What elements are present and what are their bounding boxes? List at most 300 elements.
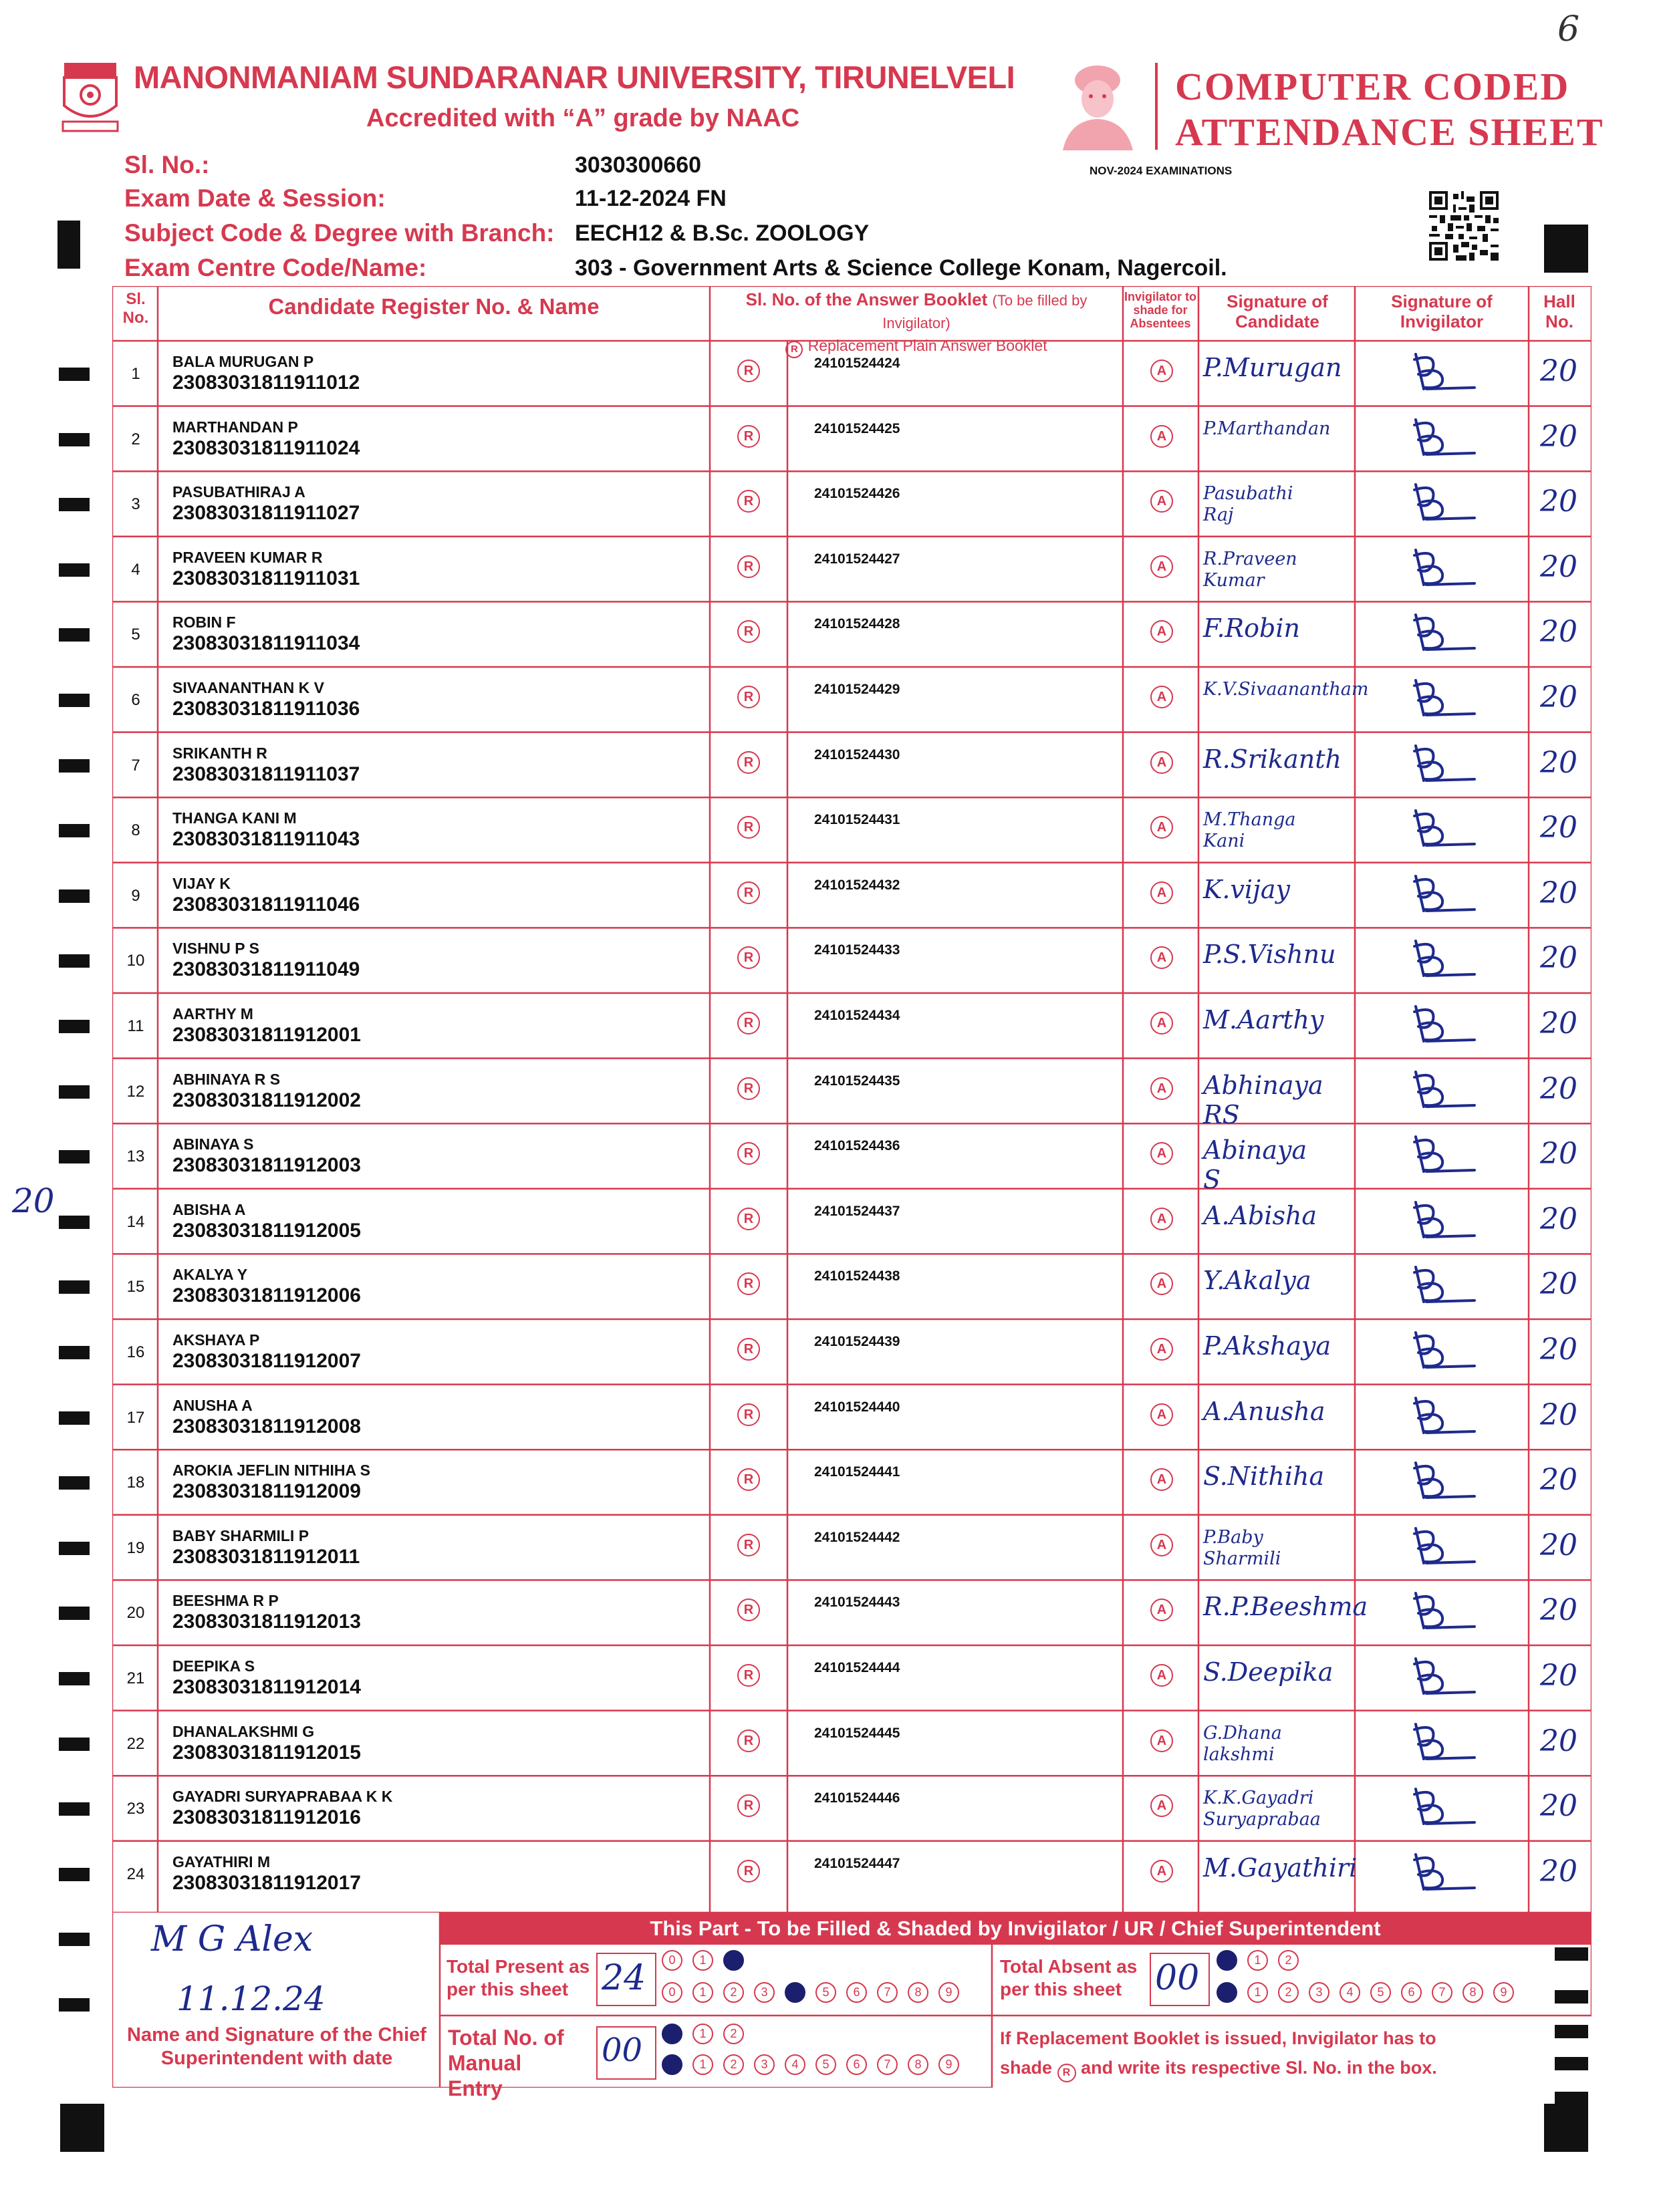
candidate-signature: Abhinaya RS (1203, 1070, 1323, 1129)
candidate-signature: S.Deepika (1203, 1657, 1333, 1687)
replacement-shade-bubble[interactable]: R (737, 816, 760, 839)
chief-signature: M G Alex (151, 1919, 313, 1959)
booklet-number: 24101524447 (814, 1855, 900, 1871)
corner-timing-block (1544, 2104, 1588, 2152)
digit-bubble[interactable]: 1 (1247, 1982, 1268, 2003)
replacement-note-line2 (1000, 2053, 1437, 2082)
candidate-name: ANUSHA A (172, 1396, 253, 1414)
candidate-name: PASUBATHIRAJ A (172, 483, 305, 501)
accreditation-text: Accredited with “A” grade by NAAC (366, 104, 800, 132)
digit-bubble[interactable]: 9 (938, 2054, 959, 2075)
digit-bubble[interactable]: 9 (938, 1982, 959, 2003)
hall-number: 20 (1540, 1006, 1577, 1041)
hall-number: 20 (1540, 419, 1577, 454)
invigilator-signature (1396, 869, 1489, 923)
replacement-shade-bubble[interactable]: R (737, 1664, 760, 1687)
hall-number: 20 (1540, 941, 1577, 976)
row-number: 10 (126, 952, 145, 970)
register-number: 23083031811911024 (172, 436, 360, 459)
invigilator-signature (1396, 1586, 1489, 1640)
hall-number: 20 (1540, 811, 1577, 845)
total-absent-label (1000, 1955, 1147, 2001)
total-present-value: 24 (602, 1958, 646, 1998)
replacement-shade-bubble[interactable]: R (737, 1012, 760, 1034)
absent-shade-bubble[interactable]: A (1150, 1599, 1173, 1621)
row-number: 12 (126, 1082, 145, 1101)
digit-bubble[interactable]: 0 (662, 1950, 682, 1971)
hall-number: 20 (1540, 1267, 1577, 1302)
register-number: 23083031811912009 (172, 1480, 361, 1503)
candidate-name: GAYADRI SURYAPRABAA K K (172, 1788, 393, 1806)
timing-mark (59, 1411, 90, 1425)
replacement-note-rest: and write its respective Sl. No. in the box. (1081, 2058, 1437, 2078)
digit-bubble[interactable]: 6 (846, 2054, 867, 2075)
absent-shade-bubble[interactable]: A (1150, 1534, 1173, 1556)
digit-bubble[interactable]: 5 (1370, 1982, 1391, 2003)
register-number: 23083031811912003 (172, 1154, 361, 1177)
timing-mark (59, 1998, 90, 2012)
timing-mark (59, 1738, 90, 1751)
row-number: 16 (126, 1343, 145, 1361)
register-number: 23083031811911027 (172, 502, 360, 525)
hall-number: 20 (1540, 354, 1577, 388)
row-number: 19 (126, 1538, 145, 1557)
replacement-shade-bubble[interactable]: R (737, 360, 760, 382)
invigilator-signature (1396, 1456, 1489, 1510)
university-title: MANONMANIAM SUNDARANAR UNIVERSITY, TIRUNELVELI (134, 59, 1015, 95)
candidate-name: ABHINAYA R S (172, 1070, 281, 1088)
timing-mark (59, 954, 90, 968)
candidate-signature: P.Akshaya (1203, 1331, 1331, 1361)
absent-shade-bubble[interactable]: A (1150, 1468, 1173, 1491)
register-number: 23083031811912001 (172, 1024, 361, 1046)
absent-shade-bubble[interactable]: A (1150, 425, 1173, 448)
timing-mark (59, 759, 90, 773)
invigilator-signature (1396, 1391, 1489, 1445)
candidate-name: THANGA KANI M (172, 809, 297, 827)
row-number: 2 (131, 430, 140, 448)
manual-entry-value: 00 (602, 2032, 643, 2069)
digit-bubble[interactable]: 1 (692, 1950, 713, 1971)
replacement-shade-bubble[interactable]: R (737, 881, 760, 904)
register-number: 23083031811911036 (172, 698, 360, 720)
candidate-signature: G.Dhana lakshmi (1203, 1722, 1282, 1765)
header-sl-no: Sl. No. (122, 290, 149, 327)
centre-value: 303 - Government Arts & Science College Konam, Nagercoil. (575, 255, 1227, 281)
candidate-signature: K.K.Gayadri Suryaprabaa (1203, 1788, 1321, 1830)
digit-bubble[interactable]: 9 (1493, 1982, 1514, 2003)
invigilator-signature (1396, 739, 1489, 793)
absent-shade-bubble[interactable]: A (1150, 1208, 1173, 1230)
timing-mark (1555, 2092, 1588, 2105)
digit-bubble[interactable]: 2 (1278, 1950, 1299, 1971)
candidate-name: MARTHANDAN P (172, 418, 298, 436)
candidate-name: SRIKANTH R (172, 744, 267, 762)
timing-mark (59, 368, 90, 381)
row-number: 1 (131, 365, 140, 383)
qr-code-icon (1429, 191, 1499, 261)
absent-shade-bubble[interactable]: A (1150, 686, 1173, 708)
replacement-shade-bubble[interactable]: R (737, 1534, 760, 1556)
invigilator-signature (1396, 934, 1489, 988)
booklet-number: 24101524443 (814, 1595, 900, 1611)
sheet-title (1175, 64, 1604, 155)
digit-bubble[interactable]: 2 (1278, 1982, 1299, 2003)
booklet-number: 24101524445 (814, 1725, 900, 1741)
booklet-number: 24101524431 (814, 812, 900, 828)
hall-number: 20 (1540, 615, 1577, 650)
hall-number: 20 (1540, 1854, 1577, 1889)
exam-date-value: 11-12-2024 FN (575, 186, 727, 211)
header-booklet-main: Sl. No. of the Answer Booklet (745, 289, 988, 309)
hall-number: 20 (1540, 1137, 1577, 1171)
replacement-shade-bubble[interactable]: R (737, 1599, 760, 1621)
corner-timing-block (1544, 225, 1588, 273)
register-number: 23083031811911037 (172, 763, 360, 785)
booklet-number: 24101524442 (814, 1529, 900, 1545)
candidate-signature: A.Abisha (1203, 1200, 1317, 1230)
booklet-number: 24101524434 (814, 1008, 900, 1023)
row-number: 3 (131, 495, 140, 514)
replacement-shade-bubble[interactable]: R (737, 1208, 760, 1230)
digit-bubble[interactable]: 3 (754, 2054, 775, 2075)
replacement-shade-bubble[interactable]: R (737, 1860, 760, 1883)
digit-bubble[interactable]: 0 (662, 2054, 682, 2075)
hall-number: 20 (1540, 1789, 1577, 1824)
booklet-number: 24101524440 (814, 1399, 900, 1415)
candidate-name: ABINAYA S (172, 1135, 254, 1153)
replacement-shade-bubble[interactable]: R (737, 1142, 760, 1165)
hall-number: 20 (1540, 1463, 1577, 1498)
candidate-name: BALA MURUGAN P (172, 353, 314, 370)
digit-bubble[interactable]: 0 (662, 1982, 682, 2003)
candidate-signature: M.Thanga Kani (1203, 809, 1296, 852)
replacement-note-shade: shade (1000, 2058, 1053, 2078)
digit-bubble[interactable]: 2 (723, 1982, 744, 2003)
booklet-number: 24101524427 (814, 551, 900, 567)
register-number: 23083031811911043 (172, 828, 360, 851)
digit-bubble[interactable]: 3 (754, 1982, 775, 2003)
candidate-name: ROBIN F (172, 613, 236, 632)
digit-bubble[interactable]: 1 (692, 2054, 713, 2075)
register-number: 23083031811912014 (172, 1676, 361, 1698)
candidate-signature: P.Marthandan (1203, 418, 1331, 439)
timing-mark (59, 563, 90, 577)
digit-bubble[interactable]: 1 (692, 1982, 713, 2003)
invigilator-signature (1396, 348, 1489, 401)
replacement-shade-bubble[interactable]: R (737, 1730, 760, 1752)
absent-shade-bubble[interactable]: A (1150, 1730, 1173, 1752)
candidate-signature: Pasubathi Raj (1203, 483, 1293, 526)
register-number: 23083031811912007 (172, 1350, 361, 1372)
subject-value: EECH12 & B.Sc. ZOOLOGY (575, 221, 870, 246)
invigilator-signature (1396, 1782, 1489, 1836)
candidate-name: AKSHAYA P (172, 1331, 260, 1349)
total-present-label-text: Total Present as per this sheet (447, 1956, 590, 1999)
timing-mark (59, 889, 90, 903)
absent-shade-bubble[interactable]: A (1150, 1142, 1173, 1165)
digit-bubble[interactable]: 4 (785, 2054, 805, 2075)
replacement-note (1000, 2024, 1437, 2082)
timing-mark (59, 628, 90, 642)
candidate-name: VISHNU P S (172, 940, 259, 958)
footer-banner-text: This Part - To be Filled & Shaded by Invigilator / UR / Chief Superintendent (650, 1917, 1381, 1940)
replacement-shade-bubble[interactable]: R (737, 1468, 760, 1491)
invigilator-signature (1396, 1065, 1489, 1119)
digit-bubble[interactable]: 4 (785, 1982, 805, 2003)
candidate-signature: R.P.Beeshma (1203, 1592, 1368, 1622)
hall-number: 20 (1540, 1723, 1577, 1758)
absent-shade-bubble[interactable]: A (1150, 946, 1173, 969)
replacement-shade-bubble[interactable]: R (737, 490, 760, 513)
row-number: 6 (131, 691, 140, 709)
replacement-shade-bubble[interactable]: R (737, 1794, 760, 1817)
candidate-name: ABISHA A (172, 1200, 246, 1218)
absent-shade-bubble[interactable]: A (1150, 1664, 1173, 1687)
timing-mark (59, 1150, 90, 1163)
manual-entry-label-text: Total No. of Manual Entry (448, 2026, 564, 2100)
candidate-signature: K.V.Sivaanantham (1203, 679, 1369, 700)
register-number: 23083031811912002 (172, 1089, 361, 1111)
register-number: 23083031811912011 (172, 1545, 360, 1568)
digit-bubble[interactable]: 8 (1462, 1982, 1483, 2003)
row-number: 17 (126, 1408, 145, 1427)
row-number: 13 (126, 1147, 145, 1166)
timing-mark (59, 433, 90, 446)
replacement-shade-bubble[interactable]: R (737, 946, 760, 969)
row-number: 11 (127, 1017, 144, 1035)
timing-mark (59, 1476, 90, 1490)
candidate-name: VIJAY K (172, 874, 231, 892)
register-number: 23083031811912006 (172, 1284, 361, 1307)
page-corner-number: 6 (1557, 9, 1580, 49)
register-number: 23083031811911049 (172, 958, 360, 981)
replacement-symbol-icon: R (1057, 2064, 1076, 2082)
total-absent-value: 00 (1155, 1958, 1200, 1998)
replacement-shade-bubble[interactable]: R (737, 1272, 760, 1295)
replacement-shade-bubble[interactable]: R (737, 555, 760, 578)
corner-timing-block (57, 221, 80, 269)
replacement-shade-bubble[interactable]: R (737, 620, 760, 643)
row-number: 14 (126, 1212, 145, 1231)
candidate-name: PRAVEEN KUMAR R (172, 548, 323, 566)
booklet-number: 24101524446 (814, 1790, 900, 1806)
absent-shade-bubble[interactable]: A (1150, 816, 1173, 839)
candidate-name: AARTHY M (172, 1005, 253, 1022)
candidate-signature: Y.Akalya (1203, 1266, 1311, 1296)
candidate-name: BABY SHARMILI P (172, 1526, 309, 1544)
row-number: 23 (126, 1800, 145, 1818)
digit-bubble[interactable]: 0 (662, 2024, 682, 2044)
digit-bubble[interactable]: 5 (815, 1982, 836, 2003)
digit-bubble[interactable]: 6 (1401, 1982, 1422, 2003)
register-number: 23083031811911046 (172, 893, 360, 916)
booklet-number: 24101524430 (814, 746, 900, 763)
booklet-number: 24101524444 (814, 1660, 900, 1675)
register-number: 23083031811912013 (172, 1611, 361, 1633)
candidate-name: DEEPIKA S (172, 1657, 255, 1675)
invigilator-signature (1396, 1326, 1489, 1379)
row-number: 8 (131, 821, 140, 840)
timing-mark (59, 824, 90, 837)
absent-shade-bubble[interactable]: A (1150, 490, 1173, 513)
timing-mark (59, 694, 90, 707)
timing-mark (59, 498, 90, 511)
register-number: 23083031811912016 (172, 1806, 361, 1829)
candidate-name: AKALYA Y (172, 1266, 248, 1284)
digit-bubble[interactable]: 8 (908, 1982, 928, 2003)
absent-shade-bubble[interactable]: A (1150, 1403, 1173, 1426)
absent-shade-bubble[interactable]: A (1150, 360, 1173, 382)
founder-portrait-icon (1056, 60, 1140, 150)
row-number: 15 (126, 1278, 145, 1296)
row-number: 9 (131, 886, 140, 905)
candidate-signature: K.vijay (1203, 874, 1290, 904)
absent-shade-bubble[interactable]: A (1150, 881, 1173, 904)
examinations-label: NOV-2024 EXAMINATIONS (1090, 164, 1233, 177)
invigilator-signature (1396, 1000, 1489, 1053)
candidate-name: GAYATHIRI M (172, 1852, 271, 1871)
hall-number: 20 (1540, 745, 1577, 780)
header-sig-candidate: Signature of Candidate (1227, 291, 1328, 331)
hall-number: 20 (1540, 1593, 1577, 1628)
invigilator-signature (1396, 608, 1489, 662)
timing-mark (59, 1020, 90, 1033)
digit-bubble[interactable]: 0 (1217, 1950, 1237, 1971)
replacement-shade-bubble[interactable]: R (737, 751, 760, 774)
margin-note: 20 (12, 1182, 55, 1220)
absent-shade-bubble[interactable]: A (1150, 1077, 1173, 1100)
timing-mark (59, 1542, 90, 1555)
centre-label: Exam Centre Code/Name: (124, 254, 427, 281)
absent-shade-bubble[interactable]: A (1150, 1338, 1173, 1361)
invigilator-signature (1396, 804, 1489, 857)
booklet-number: 24101524432 (814, 877, 900, 893)
absent-shade-bubble[interactable]: A (1150, 1272, 1173, 1295)
header-booklet-note: (To be filled by Invigilator) (882, 292, 1088, 331)
candidate-signature: F.Robin (1203, 613, 1300, 644)
row-number: 5 (131, 626, 140, 644)
candidate-signature: P.Murugan (1203, 353, 1342, 382)
absent-shade-bubble[interactable]: A (1150, 1794, 1173, 1817)
timing-mark (59, 1280, 90, 1294)
chief-sign-date: 11.12.24 (176, 1979, 326, 2018)
register-number: 23083031811912015 (172, 1741, 361, 1764)
booklet-number: 24101524428 (814, 616, 900, 632)
sheet-title-line1: COMPUTER CODED (1175, 65, 1570, 108)
replacement-note-line1: If Replacement Booklet is issued, Invigilator has to (1000, 2028, 1436, 2048)
absent-shade-bubble[interactable]: A (1150, 1012, 1173, 1034)
replacement-shade-bubble[interactable]: R (737, 686, 760, 708)
digit-bubble[interactable]: 2 (723, 2054, 744, 2075)
timing-mark (59, 1346, 90, 1359)
digit-bubble[interactable]: 5 (815, 2054, 836, 2075)
digit-bubble[interactable]: 3 (1309, 1982, 1329, 2003)
digit-bubble[interactable]: 8 (908, 2054, 928, 2075)
sl-no-value: 3030300660 (575, 152, 702, 178)
digit-bubble[interactable]: 7 (877, 2054, 898, 2075)
candidate-signature: P.Baby Sharmili (1203, 1526, 1281, 1569)
invigilator-signature (1396, 1522, 1489, 1575)
digit-bubble[interactable]: 7 (1432, 1982, 1452, 2003)
replacement-shade-bubble[interactable]: R (737, 1403, 760, 1426)
booklet-number: 24101524438 (814, 1268, 900, 1284)
replacement-shade-bubble[interactable]: R (737, 1077, 760, 1100)
hall-number: 20 (1540, 1528, 1577, 1562)
invigilator-signature (1396, 1260, 1489, 1314)
replacement-shade-bubble[interactable]: R (737, 425, 760, 448)
timing-mark (59, 1933, 90, 1946)
header-invigilator-shade: Invigilator to shade for Absentees (1124, 290, 1196, 330)
hall-number: 20 (1540, 875, 1577, 910)
register-number: 23083031811912005 (172, 1219, 361, 1242)
booklet-number: 24101524424 (814, 356, 900, 371)
digit-bubble[interactable]: 0 (1217, 1982, 1237, 2003)
row-number: 24 (126, 1864, 145, 1883)
candidate-signature: R.Praveen Kumar (1203, 548, 1297, 591)
candidate-signature: R.Srikanth (1203, 744, 1342, 774)
candidate-signature: P.S.Vishnu (1203, 940, 1336, 970)
invigilator-signature (1396, 1848, 1489, 1901)
hall-number: 20 (1540, 1333, 1577, 1367)
candidate-name: SIVAANANTHAN K V (172, 679, 325, 696)
hall-number: 20 (1540, 549, 1577, 584)
subject-label: Subject Code & Degree with Branch: (124, 219, 555, 247)
timing-mark (59, 1802, 90, 1816)
digit-bubble[interactable]: 1 (1247, 1950, 1268, 1971)
register-number: 23083031811911012 (172, 372, 360, 394)
invigilator-signature (1396, 674, 1489, 727)
corner-timing-block (60, 2104, 104, 2152)
timing-mark (59, 1085, 90, 1099)
register-number: 23083031811911031 (172, 567, 360, 589)
university-emblem-icon (60, 60, 120, 135)
invigilator-signature (1396, 413, 1489, 466)
replacement-symbol-icon: R (785, 341, 803, 358)
header-sig-invigilator: Signature of Invigilator (1391, 291, 1493, 331)
candidate-name: BEESHMA R P (172, 1592, 279, 1610)
absent-shade-bubble[interactable]: A (1150, 555, 1173, 578)
row-number: 20 (126, 1604, 145, 1623)
hall-number: 20 (1540, 1202, 1577, 1236)
booklet-number: 24101524437 (814, 1203, 900, 1219)
absent-shade-bubble[interactable]: A (1150, 1860, 1173, 1883)
absent-shade-bubble[interactable]: A (1150, 751, 1173, 774)
timing-mark (59, 1672, 90, 1685)
hall-number: 20 (1540, 1397, 1577, 1432)
candidate-signature: M.Gayathiri (1203, 1852, 1358, 1883)
digit-bubble[interactable]: 2 (723, 2024, 744, 2044)
digit-bubble[interactable]: 6 (846, 1982, 867, 2003)
register-number: 23083031811912017 (172, 1871, 361, 1894)
replacement-shade-bubble[interactable]: R (737, 1338, 760, 1361)
chief-label-text: Name and Signature of the Chief Superintendent with date (127, 2024, 426, 2069)
booklet-number: 24101524429 (814, 682, 900, 697)
booklet-number: 24101524433 (814, 942, 900, 958)
candidate-signature: Abinaya S (1203, 1135, 1307, 1195)
digit-bubble[interactable]: 4 (1340, 1982, 1360, 2003)
digit-bubble[interactable]: 2 (723, 1950, 744, 1971)
timing-mark (59, 1216, 90, 1229)
timing-mark (59, 1607, 90, 1620)
digit-bubble[interactable]: 7 (877, 1982, 898, 2003)
sl-no-label: Sl. No.: (124, 151, 210, 178)
row-number: 7 (131, 756, 140, 775)
absent-shade-bubble[interactable]: A (1150, 620, 1173, 643)
invigilator-signature (1396, 478, 1489, 531)
digit-bubble[interactable]: 1 (692, 2024, 713, 2044)
booklet-number: 24101524425 (814, 420, 900, 436)
